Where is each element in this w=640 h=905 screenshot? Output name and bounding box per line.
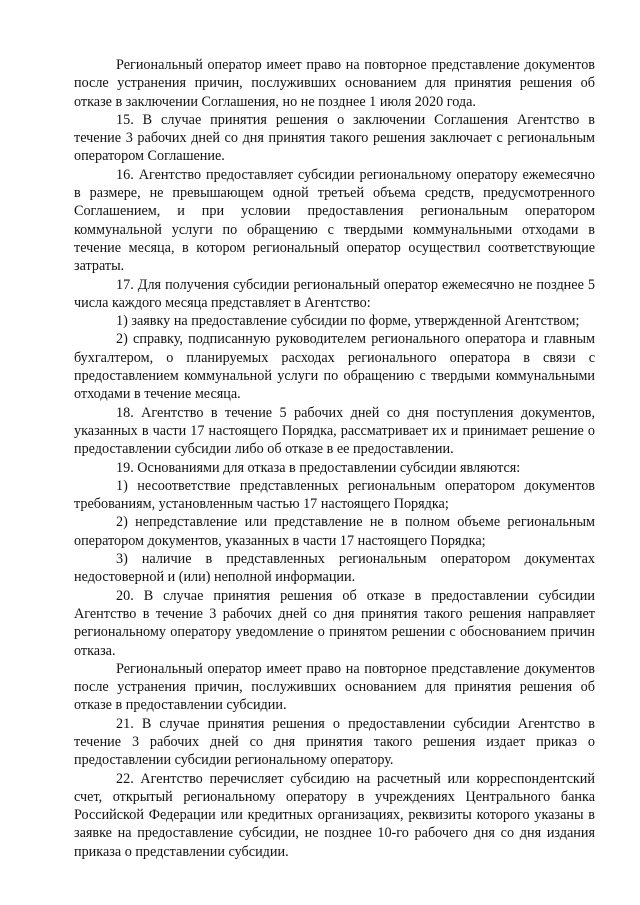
paragraph-19-item-3: 3) наличие в представленных региональным оператором документах недостоверной и (или) неполной информации. bbox=[74, 551, 595, 586]
paragraph-21: 21. В случае принятия решения о предоставлении субсидии Агентство в течение 3 рабочих дней со дня принятия такого решения издает приказ о предоставлении субсидии региональному оператору. bbox=[74, 715, 595, 769]
paragraph-18: 18. Агентство в течение 5 рабочих дней со дня поступления документов, указанных в части 17 настоящего Порядка, рассматривает их и принимает решение о предоставлении субсидии либо об отказе в ее предоставлении. bbox=[74, 404, 595, 458]
paragraph-resubmission-agreement: Региональный оператор имеет право на повторное представление документов после устранения причин, послуживших основанием для принятия решения об отказе в заключении Соглашения, но не позднее 1 июля 2020 года. bbox=[74, 57, 595, 110]
paragraph-22: 22. Агентство перечисляет субсидию на расчетный или корреспондентский счет, открытый региональному оператору в учреждениях Центрального банка Российской Федерации или кредитных организациях, реквизиты которого указаны в заявке на предоставление субсидии, не позднее 10-го рабочего дня со дня издания приказа о представлении субсидии. bbox=[74, 770, 595, 860]
paragraph-15: 15. В случае принятия решения о заключении Соглашения Агентство в течение 3 рабочих дней со дня принятия такого решения заключает с региональным оператором Соглашение. bbox=[74, 111, 595, 165]
paragraph-17-item-1: 1) заявку на предоставление субсидии по форме, утвержденной Агентством; bbox=[116, 313, 580, 330]
paragraph-resubmission-subsidy: Региональный оператор имеет право на повторное представление документов после устранения причин, послуживших основанием для принятия решения об отказе в предоставлении субсидии. bbox=[74, 660, 595, 714]
paragraph-16: 16. Агентство предоставляет субсидии региональному оператору ежемесячно в размере, не превышающем одной третьей объема средств, предусмотренного Соглашением, и при условии предоставления региональным оператором коммунальной услуги по обращению с твердыми коммунальными отходами в течение месяца, в котором региональный оператор осуществил соответствующие затраты. bbox=[74, 166, 595, 275]
paragraph-17-item-2: 2) справку, подписанную руководителем регионального оператора и главным бухгалтером, о планируемых расходах регионального оператора в связи с предоставлением коммунальной услуги по обращению с твердыми коммунальными отходами в течение месяца. bbox=[74, 331, 595, 403]
document-page bbox=[74, 56, 595, 861]
paragraph-20: 20. В случае принятия решения об отказе в предоставлении субсидии Агентство в течение 3 рабочих дней со дня принятия такого решения направляет региональному оператору уведомление о принятом решении с обоснованием причин отказа. bbox=[74, 587, 595, 659]
paragraph-17: 17. Для получения субсидии региональный оператор ежемесячно не позднее 5 числа каждого месяца представляет в Агентство: bbox=[74, 276, 595, 311]
paragraph-19: 19. Основаниями для отказа в предоставлении субсидии являются: bbox=[116, 459, 521, 476]
paragraph-19-item-1: 1) несоответствие представленных региональным оператором документов требованиям, установленным частью 17 настоящего Порядка; bbox=[74, 477, 595, 513]
paragraph-19-item-2: 2) непредставление или представление не в полном объеме региональным оператором документов, указанных в части 17 настоящего Порядка; bbox=[74, 514, 595, 549]
